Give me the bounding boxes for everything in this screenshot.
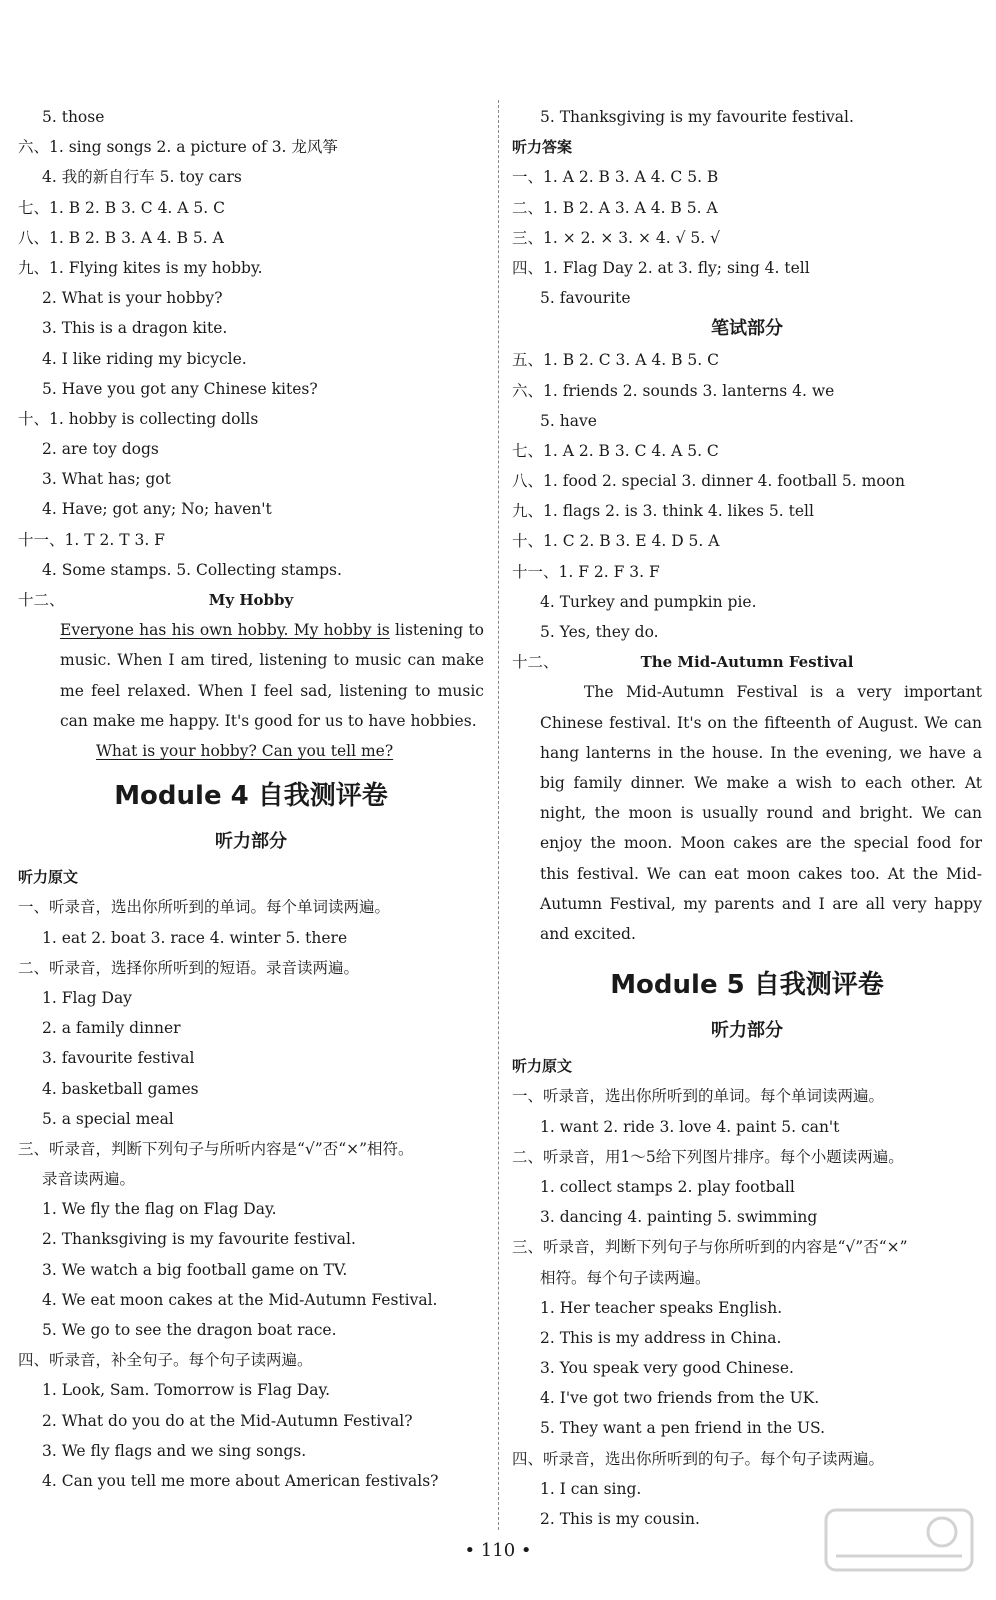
- written-section-title: 笔试部分: [711, 318, 783, 340]
- essay-closing-line: [18, 736, 484, 766]
- answer-line: 七、1. A 2. B 3. C 4. A 5. C: [512, 441, 719, 460]
- script-line: 1. Her teacher speaks English.: [540, 1298, 783, 1317]
- essay-underlined-opening: Everyone has his own hobby. My hobby is: [60, 621, 390, 640]
- module4-subtitle: 听力原文: [18, 868, 79, 887]
- answer-line: 2. are toy dogs: [42, 440, 159, 459]
- right-column: [512, 102, 982, 1534]
- answer-line: 2. What is your hobby?: [42, 289, 223, 308]
- script-line: 4. I've got two friends from the UK.: [540, 1389, 820, 1408]
- module5-section-title: 听力部分: [711, 1020, 783, 1042]
- answer-line: 一、1. A 2. B 3. A 4. C 5. B: [512, 168, 719, 187]
- essay-underlined-closing: What is your hobby? Can you tell me?: [96, 742, 394, 760]
- script-line: 2. a family dinner: [42, 1019, 181, 1038]
- script-line: 1. Flag Day: [42, 988, 132, 1007]
- essay-body-text: The Mid-Autumn Festival is a very important Chinese festival. It's on the fifteenth of August. We can hang lanterns in the house. In the evening, we have a big family dinner. We make a wish to each other. At night, the moon is usually round and bright. We can enjoy the moon. Moon cakes are the special food for this festival. We can eat moon cakes too. At the Mid-Autumn Festival, my parents and I are all very happy and excited.: [540, 683, 982, 943]
- essay-heading-my-hobby: [18, 585, 484, 615]
- script-line: 3. We fly flags and we sing songs.: [42, 1441, 307, 1460]
- answer-line: 二、1. B 2. A 3. A 4. B 5. A: [512, 198, 718, 217]
- script-line: 四、听录音，选出你所听到的句子。每个句子读两遍。: [512, 1449, 885, 1468]
- module4-listening-script: [18, 892, 484, 1496]
- script-line: 1. want 2. ride 3. love 4. paint 5. can't: [540, 1117, 840, 1136]
- script-line: 5. They want a pen friend in the US.: [540, 1419, 826, 1438]
- answer-line: 5. Thanksgiving is my favourite festival.: [540, 108, 854, 126]
- script-line: 2. This is my cousin.: [540, 1510, 700, 1529]
- answer-line: 3. What has; got: [42, 470, 171, 489]
- answer-line: 4. 我的新自行车 5. toy cars: [42, 168, 242, 187]
- answer-line: 4. Some stamps. 5. Collecting stamps.: [42, 560, 342, 579]
- essay-body-text: listening to music. When I am tired, listening to music can make me feel relaxed. When I feel sad, listening to music can make me happy. It's good for us to have hobbies.: [60, 621, 485, 730]
- module4-section-title: 听力部分: [215, 831, 287, 853]
- script-line: 录音读两遍。: [42, 1170, 136, 1189]
- essay-title: My Hobby: [208, 591, 294, 609]
- answer-line: 5. favourite: [540, 289, 631, 308]
- answer-line: 5. have: [540, 411, 597, 430]
- script-line: 3. You speak very good Chinese.: [540, 1359, 794, 1378]
- module4-title: Module 4 自我测评卷: [114, 781, 388, 812]
- essay-body-mid-autumn: [512, 677, 982, 949]
- answer-line: 六、1. friends 2. sounds 3. lanterns 4. we: [512, 381, 835, 400]
- answer-line: 十、1. C 2. B 3. E 4. D 5. A: [512, 532, 720, 551]
- script-line: 5. We go to see the dragon boat race.: [42, 1321, 337, 1339]
- answer-line: 十一、1. F 2. F 3. F: [512, 562, 660, 581]
- answer-line: 三、1. × 2. × 3. × 4. √ 5. √: [512, 228, 721, 247]
- listening-answers: [512, 162, 982, 313]
- answer-line: 5. Yes, they do.: [540, 623, 659, 641]
- page-number: • 110 •: [464, 1540, 532, 1561]
- script-line: 1. We fly the flag on Flag Day.: [42, 1200, 277, 1219]
- script-line: 一、听录音，选出你所听到的单词。每个单词读两遍。: [512, 1087, 885, 1106]
- answer-line: 五、1. B 2. C 3. A 4. B 5. C: [512, 351, 719, 370]
- script-line: 1. Look, Sam. Tomorrow is Flag Day.: [42, 1381, 331, 1400]
- answer-line: 十、1. hobby is collecting dolls: [18, 409, 259, 428]
- answer-line: 九、1. Flying kites is my hobby.: [18, 258, 263, 277]
- answer-line: 八、1. food 2. special 3. dinner 4. football 5. moon: [512, 472, 905, 491]
- script-line: 一、听录音，选出你所听到的单词。每个单词读两遍。: [18, 898, 391, 917]
- script-line: 四、听录音，补全句子。每个句子读两遍。: [18, 1351, 313, 1370]
- left-top-answers: [18, 102, 484, 585]
- watermark-logo: [824, 1508, 974, 1572]
- script-line: 1. I can sing.: [540, 1479, 642, 1498]
- script-line: 相符。每个句子读两遍。: [540, 1268, 711, 1287]
- script-line: 5. a special meal: [42, 1109, 174, 1128]
- answer-line: 八、1. B 2. B 3. A 4. B 5. A: [18, 228, 224, 247]
- answer-line: 4. Turkey and pumpkin pie.: [540, 592, 757, 611]
- module5-title: Module 5 自我测评卷: [610, 970, 884, 1001]
- column-divider: [498, 100, 499, 1530]
- script-line: 1. eat 2. boat 3. race 4. winter 5. there: [42, 928, 348, 947]
- script-line: 2. What do you do at the Mid-Autumn Festival?: [42, 1411, 413, 1430]
- answer-line: 四、1. Flag Day 2. at 3. fly; sing 4. tell: [512, 258, 810, 277]
- essay-label: 十二、: [18, 591, 65, 609]
- listening-answers-title: 听力答案: [512, 138, 573, 157]
- script-line: 4. Can you tell me more about American festivals?: [42, 1471, 439, 1490]
- written-answers: [512, 345, 982, 647]
- script-line: 1. collect stamps 2. play football: [540, 1177, 795, 1196]
- answer-line: 六、1. sing songs 2. a picture of 3. 龙风筝: [18, 138, 338, 157]
- essay-heading-mid-autumn: [512, 647, 982, 677]
- answer-line: 5. Have you got any Chinese kites?: [42, 379, 318, 398]
- module5-listening-script: [512, 1081, 982, 1534]
- right-top-answers: [512, 102, 982, 132]
- script-line: 3. dancing 4. painting 5. swimming: [540, 1208, 818, 1227]
- module5-subtitle: 听力原文: [512, 1057, 573, 1076]
- script-line: 2. This is my address in China.: [540, 1328, 782, 1347]
- script-line: 3. favourite festival: [42, 1049, 195, 1068]
- script-line: 4. basketball games: [42, 1079, 199, 1098]
- left-column: [18, 102, 484, 1496]
- script-line: 二、听录音，选择你所听到的短语。录音读两遍。: [18, 958, 360, 977]
- script-line: 3. We watch a big football game on TV.: [42, 1260, 348, 1279]
- answer-line: 十一、1. T 2. T 3. F: [18, 530, 165, 549]
- answer-line: 七、1. B 2. B 3. C 4. A 5. C: [18, 198, 225, 217]
- essay-body-my-hobby: [18, 615, 484, 736]
- script-line: 二、听录音，用1～5给下列图片排序。每个小题读两遍。: [512, 1147, 904, 1166]
- script-line: 三、听录音，判断下列句子与你所听到的内容是“√”否“×”: [512, 1238, 908, 1257]
- essay-label: 十二、: [512, 653, 559, 672]
- script-line: 2. Thanksgiving is my favourite festival.: [42, 1230, 356, 1249]
- answer-line: 4. I like riding my bicycle.: [42, 349, 247, 368]
- answer-line: 九、1. flags 2. is 3. think 4. likes 5. tell: [512, 502, 814, 521]
- essay-title: The Mid-Autumn Festival: [640, 653, 854, 672]
- answer-line: 4. Have; got any; No; haven't: [42, 500, 272, 519]
- answer-line: 3. This is a dragon kite.: [42, 319, 228, 338]
- script-line: 三、听录音，判断下列句子与所听内容是“√”否“×”相符。: [18, 1139, 414, 1158]
- script-line: 4. We eat moon cakes at the Mid-Autumn Festival.: [42, 1290, 438, 1309]
- answer-line: 5. those: [42, 108, 105, 126]
